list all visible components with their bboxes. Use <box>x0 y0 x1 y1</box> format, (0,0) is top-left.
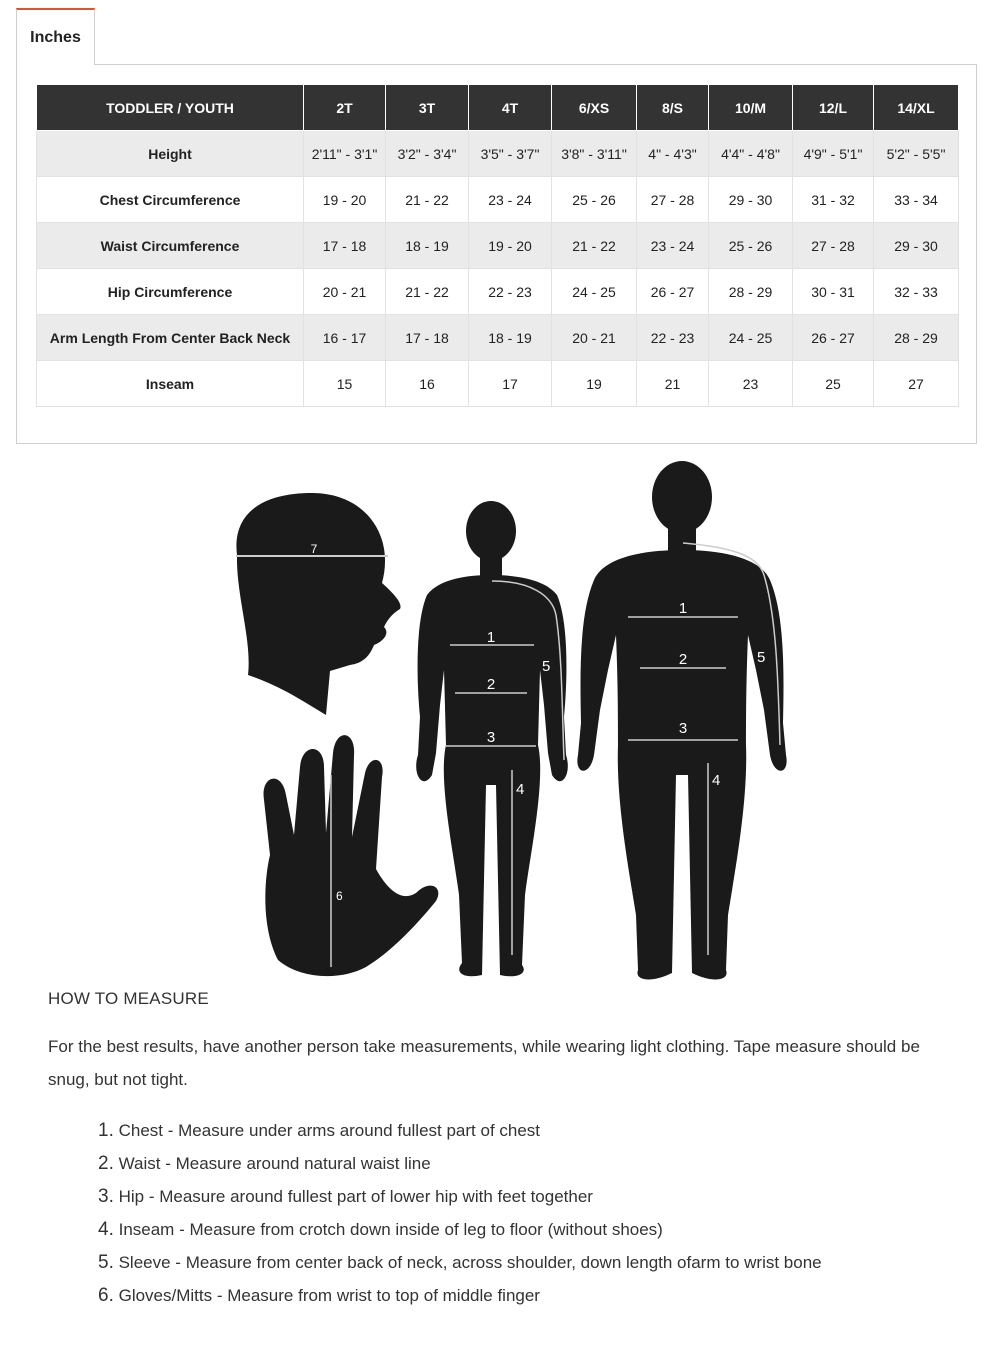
list-item <box>98 1147 822 1180</box>
table-cell: 18 - 19 <box>386 223 469 269</box>
row-label: Height <box>37 131 304 177</box>
table-cell: 3'2" - 3'4" <box>386 131 469 177</box>
header-size: 6/XS <box>552 85 637 131</box>
table-cell: 22 - 23 <box>469 269 552 315</box>
step-number: 3. <box>98 1186 114 1207</box>
step-description: Measure under arms around fullest part of chest <box>178 1121 541 1140</box>
table-cell: 25 <box>793 361 874 407</box>
table-cell: 28 - 29 <box>709 269 793 315</box>
table-cell: 2'11" - 3'1" <box>304 131 386 177</box>
step-number: 2. <box>98 1153 114 1174</box>
step-number: 4. <box>98 1219 114 1240</box>
table-cell: 23 <box>709 361 793 407</box>
marker-1: 1 <box>486 629 496 646</box>
step-description: Measure around fullest part of lower hip with feet together <box>159 1187 593 1206</box>
step-name: Hip <box>118 1187 145 1206</box>
step-name: Waist <box>118 1154 161 1173</box>
step-separator: - <box>212 1286 228 1305</box>
table-row <box>37 269 959 315</box>
header-size: 4T <box>469 85 552 131</box>
measurement-diagram <box>200 455 800 985</box>
table-row <box>37 177 959 223</box>
marker-6: 6 <box>336 889 343 903</box>
measure-steps-list <box>98 1114 822 1312</box>
step-number: 1. <box>98 1120 114 1141</box>
row-label: Hip Circumference <box>37 269 304 315</box>
marker-7: 7 <box>310 542 318 556</box>
table-cell: 18 - 19 <box>469 315 552 361</box>
table-cell: 24 - 25 <box>709 315 793 361</box>
table-header-row <box>37 85 959 131</box>
table-cell: 25 - 26 <box>552 177 637 223</box>
how-to-measure-heading: HOW TO MEASURE <box>48 989 209 1008</box>
table-cell: 32 - 33 <box>874 269 959 315</box>
table-cell: 31 - 32 <box>793 177 874 223</box>
header-category-label: TODDLER / YOUTH <box>37 85 304 131</box>
table-cell: 25 - 26 <box>709 223 793 269</box>
table-row <box>37 361 959 407</box>
table-cell: 16 - 17 <box>304 315 386 361</box>
list-item <box>98 1180 822 1213</box>
head-profile-figure <box>236 493 400 715</box>
table-cell: 3'5" - 3'7" <box>469 131 552 177</box>
marker-4: 4 <box>712 772 721 789</box>
table-cell: 30 - 31 <box>793 269 874 315</box>
table-cell: 17 <box>469 361 552 407</box>
table-cell: 17 - 18 <box>386 315 469 361</box>
table-row <box>37 315 959 361</box>
marker-2: 2 <box>486 676 496 693</box>
table-cell: 23 - 24 <box>469 177 552 223</box>
step-separator: - <box>174 1220 190 1239</box>
table-cell: 23 - 24 <box>637 223 709 269</box>
marker-2: 2 <box>678 651 688 668</box>
table-cell: 21 - 22 <box>552 223 637 269</box>
marker-1: 1 <box>678 600 688 617</box>
table-cell: 4'4" - 4'8" <box>709 131 793 177</box>
table-cell: 15 <box>304 361 386 407</box>
step-name: Gloves/Mitts <box>118 1286 213 1305</box>
table-cell: 19 - 20 <box>304 177 386 223</box>
marker-3: 3 <box>678 720 688 737</box>
row-label: Chest Circumference <box>37 177 304 223</box>
how-to-measure-intro: For the best results, have another person take measurements, while wearing light clothing. Tape measure should be snug, but not tight. <box>48 1037 920 1089</box>
table-cell: 19 <box>552 361 637 407</box>
marker-3: 3 <box>486 729 496 746</box>
table-cell: 21 - 22 <box>386 269 469 315</box>
table-cell: 19 - 20 <box>469 223 552 269</box>
header-size: 12/L <box>793 85 874 131</box>
step-separator: - <box>170 1253 186 1272</box>
step-name: Inseam <box>118 1220 175 1239</box>
table-cell: 20 - 21 <box>304 269 386 315</box>
table-cell: 3'8" - 3'11" <box>552 131 637 177</box>
hand-figure <box>264 735 439 976</box>
table-cell: 29 - 30 <box>874 223 959 269</box>
table-cell: 29 - 30 <box>709 177 793 223</box>
step-description: Measure from center back of neck, across shoulder, down length ofarm to wrist bone <box>185 1253 822 1272</box>
table-cell: 26 - 27 <box>793 315 874 361</box>
row-label: Waist Circumference <box>37 223 304 269</box>
step-name: Sleeve <box>118 1253 171 1272</box>
step-name: Chest <box>118 1121 164 1140</box>
table-cell: 20 - 21 <box>552 315 637 361</box>
table-row <box>37 223 959 269</box>
header-size: 8/S <box>637 85 709 131</box>
step-separator: - <box>160 1154 176 1173</box>
table-cell: 21 <box>637 361 709 407</box>
tab-inches[interactable]: Inches <box>16 8 95 65</box>
header-size: 10/M <box>709 85 793 131</box>
table-cell: 5'2" - 5'5" <box>874 131 959 177</box>
table-cell: 27 - 28 <box>793 223 874 269</box>
step-number: 5. <box>98 1252 114 1273</box>
table-cell: 17 - 18 <box>304 223 386 269</box>
table-cell: 21 - 22 <box>386 177 469 223</box>
table-cell: 27 - 28 <box>637 177 709 223</box>
size-chart-table <box>36 84 959 407</box>
marker-4: 4 <box>516 781 525 798</box>
step-separator: - <box>144 1187 160 1206</box>
header-size: 2T <box>304 85 386 131</box>
step-description: Measure from crotch down inside of leg to floor (without shoes) <box>189 1220 663 1239</box>
table-cell: 28 - 29 <box>874 315 959 361</box>
header-size: 3T <box>386 85 469 131</box>
row-label: Inseam <box>37 361 304 407</box>
row-label: Arm Length From Center Back Neck <box>37 315 304 361</box>
step-description: Measure from wrist to top of middle finger <box>227 1286 540 1305</box>
list-item <box>98 1246 822 1279</box>
list-item <box>98 1114 822 1147</box>
header-size: 14/XL <box>874 85 959 131</box>
marker-5: 5 <box>542 658 551 675</box>
table-cell: 22 - 23 <box>637 315 709 361</box>
list-item <box>98 1213 822 1246</box>
table-cell: 24 - 25 <box>552 269 637 315</box>
step-description: Measure around natural waist line <box>175 1154 431 1173</box>
table-cell: 27 <box>874 361 959 407</box>
table-cell: 16 <box>386 361 469 407</box>
table-cell: 4'9" - 5'1" <box>793 131 874 177</box>
step-number: 6. <box>98 1285 114 1306</box>
marker-5: 5 <box>757 649 766 666</box>
table-cell: 33 - 34 <box>874 177 959 223</box>
list-item <box>98 1279 822 1312</box>
step-separator: - <box>163 1121 179 1140</box>
table-row <box>37 131 959 177</box>
table-cell: 4" - 4'3" <box>637 131 709 177</box>
table-cell: 26 - 27 <box>637 269 709 315</box>
